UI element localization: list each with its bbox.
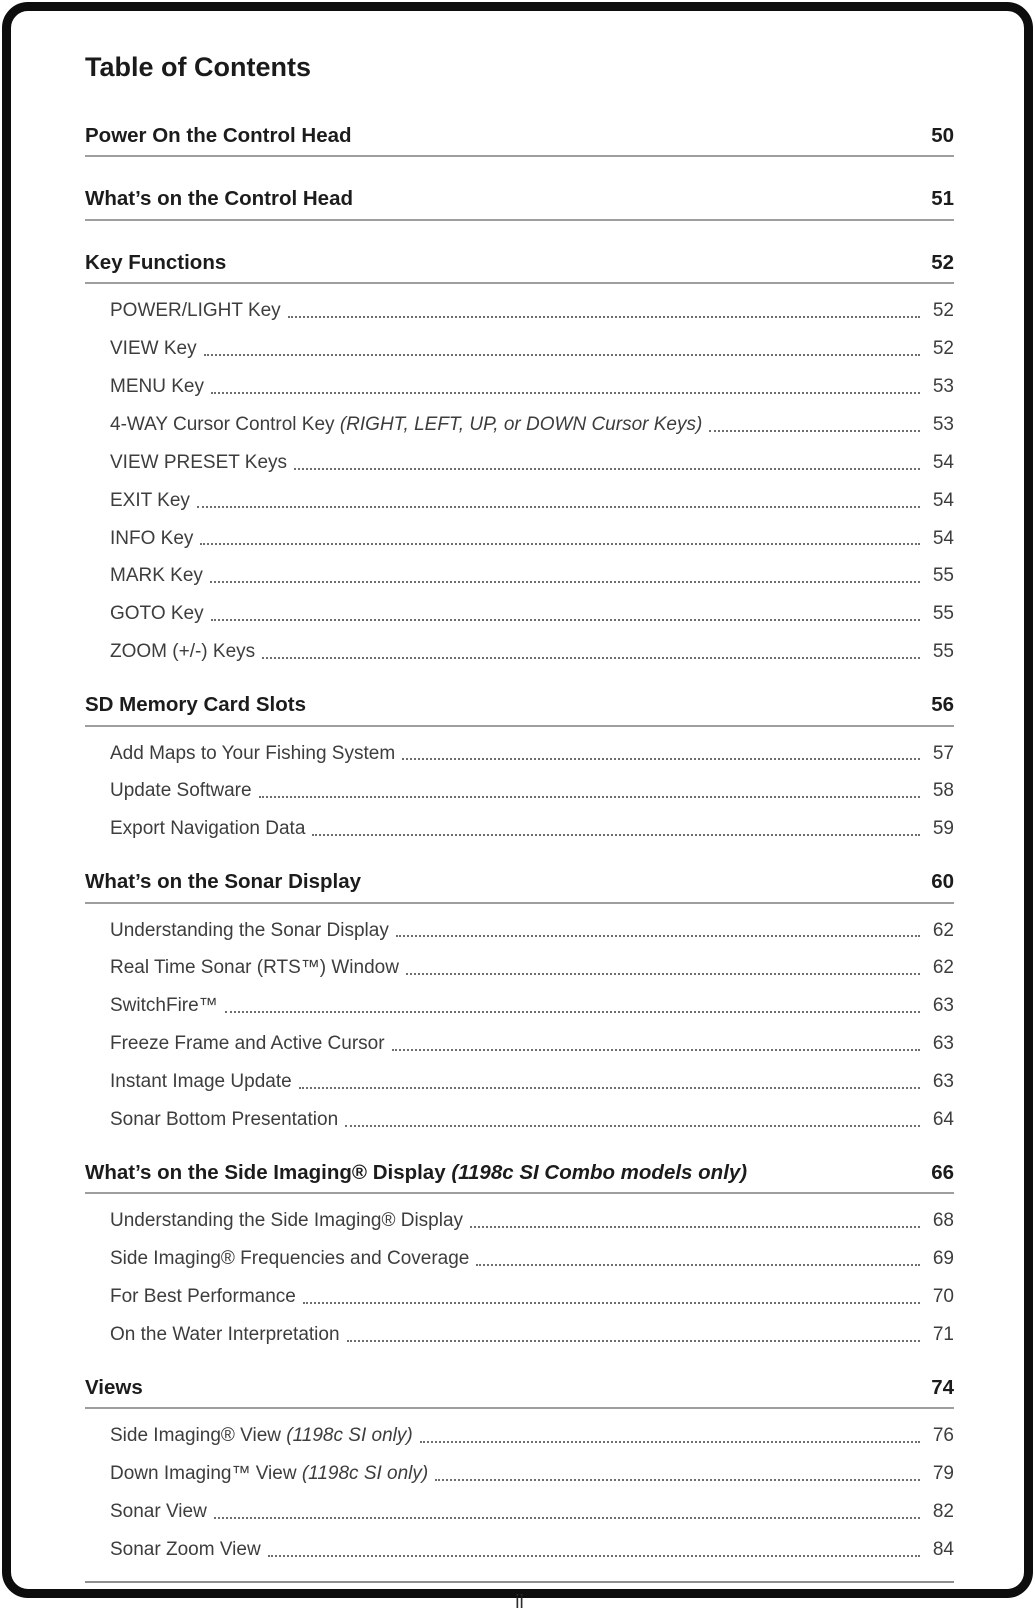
- dot-leader: [396, 935, 920, 937]
- toc-entry: [85, 1501, 954, 1523]
- toc-entry: [85, 1425, 954, 1447]
- entry-page-number: 55: [932, 565, 954, 587]
- dot-leader: [211, 619, 920, 621]
- footer-divider: [85, 1581, 954, 1583]
- toc-entry: [85, 1286, 954, 1308]
- entry-page-number: 70: [932, 1285, 954, 1307]
- toc-entry: [85, 920, 954, 942]
- section-heading: [85, 1376, 954, 1410]
- toc-entry: [85, 1463, 954, 1485]
- toc-section: [85, 251, 954, 663]
- entry-page-number: 53: [932, 376, 954, 398]
- toc-entry: [85, 780, 954, 802]
- entry-page-number: 64: [932, 1108, 954, 1130]
- section-page-number: 74: [931, 1375, 954, 1399]
- entry-label: EXIT Key: [110, 489, 190, 511]
- dot-leader: [210, 581, 920, 583]
- dot-leader: [268, 1555, 920, 1557]
- section-title: What’s on the Side Imaging® Display (1198c SI Combo models only): [85, 1160, 748, 1184]
- section-title: SD Memory Card Slots: [85, 692, 306, 716]
- dot-leader: [204, 354, 920, 356]
- dot-leader: [345, 1125, 920, 1127]
- entry-page-number: 54: [932, 527, 954, 549]
- section-page-number: 66: [931, 1160, 954, 1184]
- entry-page-number: 55: [932, 641, 954, 663]
- entry-label: MENU Key: [110, 376, 204, 398]
- entry-page-number: 57: [932, 742, 954, 764]
- toc-entry: [85, 641, 954, 663]
- entry-page-number: 62: [932, 919, 954, 941]
- entry-label: GOTO Key: [110, 603, 204, 625]
- toc-entry: [85, 818, 954, 840]
- section-page-number: 56: [931, 692, 954, 716]
- section-heading: [85, 251, 954, 285]
- entry-page-number: 63: [932, 1033, 954, 1055]
- entry-label: Side Imaging® View (1198c SI only): [110, 1425, 413, 1447]
- toc-sections: [85, 94, 954, 1561]
- dot-leader: [214, 1517, 920, 1519]
- toc-entry: [85, 414, 954, 436]
- toc-entry: [85, 1109, 954, 1131]
- entry-label: For Best Performance: [110, 1285, 296, 1307]
- entry-label: INFO Key: [110, 527, 194, 549]
- page-title: Table of Contents: [85, 52, 311, 82]
- dot-leader: [294, 468, 920, 470]
- dot-leader: [347, 1340, 920, 1342]
- entry-qualifier: (1198c SI only): [296, 1463, 429, 1485]
- section-title: Power On the Control Head: [85, 123, 352, 147]
- entry-label: Add Maps to Your Fishing System: [110, 742, 396, 764]
- dot-leader: [470, 1226, 920, 1228]
- toc-entry: [85, 743, 954, 765]
- entry-label: Understanding the Side Imaging® Display: [110, 1210, 464, 1232]
- toc-entry: [85, 1248, 954, 1270]
- toc-section: [85, 124, 954, 158]
- page-footer: [85, 1561, 954, 1614]
- toc-section: [85, 1376, 954, 1561]
- toc-entry: [85, 300, 954, 322]
- entry-label: On the Water Interpretation: [110, 1323, 340, 1345]
- entry-page-number: 76: [932, 1425, 954, 1447]
- dot-leader: [259, 796, 920, 798]
- section-heading: [85, 870, 954, 904]
- entry-label: Export Navigation Data: [110, 818, 306, 840]
- section-title-qualifier: (1198c SI Combo models only): [445, 1160, 748, 1184]
- dot-leader: [709, 430, 920, 432]
- entry-label: Sonar Zoom View: [110, 1538, 261, 1560]
- toc-section: [85, 1161, 954, 1346]
- entry-page-number: 69: [932, 1248, 954, 1270]
- dot-leader: [420, 1441, 920, 1443]
- section-heading: [85, 187, 954, 221]
- entry-label: Sonar Bottom Presentation: [110, 1108, 339, 1130]
- dot-leader: [211, 392, 920, 394]
- entry-page-number: 82: [932, 1500, 954, 1522]
- entry-label: Update Software: [110, 780, 252, 802]
- entry-page-number: 53: [932, 414, 954, 435]
- dot-leader: [402, 758, 920, 760]
- entry-label: SwitchFire™: [110, 995, 218, 1017]
- dot-leader: [406, 973, 920, 975]
- entry-page-number: 84: [932, 1538, 954, 1560]
- toc-section: [85, 693, 954, 840]
- section-title: What’s on the Sonar Display: [85, 870, 362, 894]
- dot-leader: [435, 1479, 920, 1481]
- section-title: What’s on the Control Head: [85, 187, 354, 211]
- entry-page-number: 68: [932, 1210, 954, 1232]
- section-title: Views: [85, 1375, 143, 1399]
- entry-label: Understanding the Sonar Display: [110, 919, 389, 941]
- dot-leader: [392, 1049, 920, 1051]
- entry-label: ZOOM (+/-) Keys: [110, 641, 256, 663]
- section-page-number: 52: [931, 250, 954, 274]
- toc-entry: [85, 376, 954, 398]
- dot-leader: [299, 1087, 920, 1089]
- toc-entry: [85, 452, 954, 474]
- toc-entry: [85, 1033, 954, 1055]
- entry-label: Real Time Sonar (RTS™) Window: [110, 957, 399, 979]
- toc-entry: [85, 957, 954, 979]
- section-page-number: 60: [931, 870, 954, 894]
- toc-entry: [85, 1210, 954, 1232]
- dot-leader: [262, 657, 920, 659]
- entry-page-number: 52: [932, 338, 954, 360]
- entry-page-number: 55: [932, 603, 954, 625]
- toc-entry: [85, 1071, 954, 1093]
- entry-label: Freeze Frame and Active Cursor: [110, 1033, 385, 1055]
- toc-entry: [85, 565, 954, 587]
- entry-page-number: 58: [932, 780, 954, 802]
- toc-section: [85, 870, 954, 1131]
- toc-entry: [85, 490, 954, 512]
- entry-page-number: 62: [932, 957, 954, 979]
- entry-page-number: 59: [932, 818, 954, 840]
- entry-qualifier: (1198c SI only): [281, 1425, 413, 1447]
- entry-page-number: 52: [932, 300, 954, 322]
- entry-label: Down Imaging™ View (1198c SI only): [110, 1463, 429, 1485]
- section-title: Key Functions: [85, 250, 227, 274]
- toc-entry: [85, 603, 954, 625]
- entry-page-number: 54: [932, 451, 954, 473]
- dot-leader: [288, 316, 920, 318]
- section-heading: [85, 1161, 954, 1195]
- entry-label: Sonar View: [110, 1500, 207, 1522]
- page-number: ii: [515, 1591, 524, 1613]
- entry-page-number: 63: [932, 1071, 954, 1092]
- entry-page-number: 63: [932, 995, 954, 1017]
- dot-leader: [312, 834, 920, 836]
- dot-leader: [476, 1264, 920, 1266]
- dot-leader: [225, 1011, 920, 1013]
- dot-leader: [200, 543, 920, 545]
- entry-label: Side Imaging® Frequencies and Coverage: [110, 1248, 470, 1270]
- entry-label: 4-WAY Cursor Control Key (RIGHT, LEFT, UP, or DOWN Cursor Keys): [110, 414, 703, 435]
- toc-entry: [85, 528, 954, 550]
- entry-label: POWER/LIGHT Key: [110, 300, 281, 322]
- entry-label: VIEW PRESET Keys: [110, 451, 288, 473]
- dot-leader: [303, 1302, 920, 1304]
- section-heading: [85, 124, 954, 158]
- section-page-number: 51: [931, 187, 954, 211]
- toc-entry: [85, 1539, 954, 1561]
- toc-section: [85, 187, 954, 221]
- section-heading: [85, 693, 954, 727]
- entry-page-number: 54: [932, 489, 954, 511]
- toc-entry: [85, 338, 954, 360]
- toc-entry: [85, 1324, 954, 1346]
- toc-page: [2, 2, 1033, 1613]
- entry-label: Instant Image Update: [110, 1071, 292, 1092]
- entry-label: MARK Key: [110, 565, 203, 587]
- section-page-number: 50: [931, 123, 954, 147]
- entry-page-number: 79: [932, 1463, 954, 1485]
- entry-label: VIEW Key: [110, 338, 197, 360]
- toc-entry: [85, 995, 954, 1017]
- dot-leader: [197, 506, 920, 508]
- entry-qualifier: (RIGHT, LEFT, UP, or DOWN Cursor Keys): [334, 414, 703, 435]
- entry-page-number: 71: [932, 1323, 954, 1345]
